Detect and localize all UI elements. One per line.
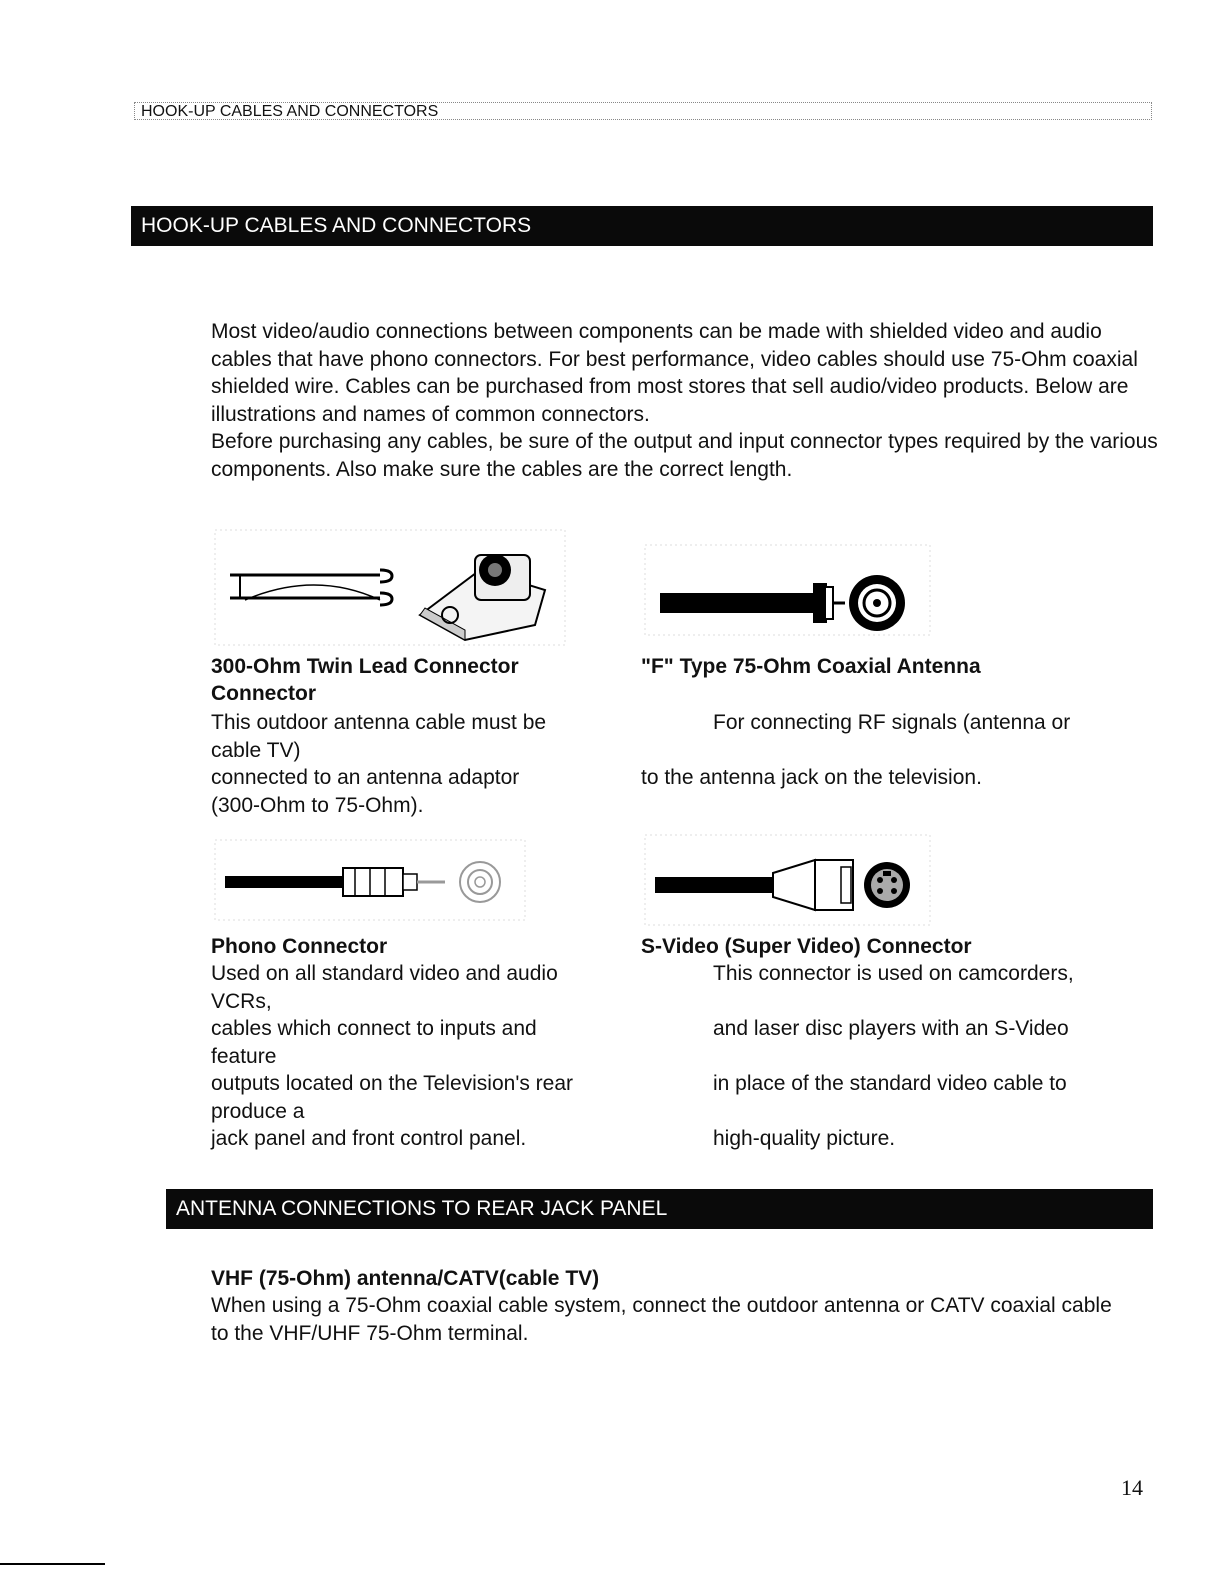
- section-heading-antenna: ANTENNA CONNECTIONS TO REAR JACK PANEL: [166, 1189, 1153, 1229]
- twin-lead-title: 300-Ohm Twin Lead Connector Connector: [211, 655, 519, 705]
- footer-rule: [0, 1563, 105, 1565]
- phono-title: Phono Connector: [211, 935, 388, 958]
- f-type-description-line-1: For connecting RF signals (antenna or: [713, 711, 1071, 734]
- phono-description: Used on all standard video and audio VCRs, cables which connect to inputs and feature outputs located on the Television's rear produce a jack panel and front control panel.: [211, 962, 574, 1150]
- running-header: HOOK-UP CABLES AND CONNECTORS: [134, 102, 1152, 120]
- s-video-connector-illustration: [645, 835, 930, 925]
- twin-lead-description: This outdoor antenna cable must be cable TV) connected to an antenna adaptor (300-Ohm to 75-Ohm).: [211, 711, 547, 817]
- vhf-body-text: When using a 75-Ohm coaxial cable system, connect the outdoor antenna or CATV coaxial cable to the VHF/UHF 75-Ohm terminal.: [211, 1294, 1112, 1345]
- intro-paragraph-1: Most video/audio connections between components can be made with shielded video and audio cables that have phono connectors. For best performance, video cables should use 75-Ohm coaxial shielded wire. Cables can be purchased from most stores that sell audio/video products. Below are illustrations and names of common connectors.: [211, 320, 1138, 426]
- s-video-title: S-Video (Super Video) Connector: [641, 935, 972, 958]
- twin-lead-connector-illustration: [215, 530, 565, 645]
- phono-connector-illustration: [215, 840, 525, 920]
- intro-paragraph-2: Before purchasing any cables, be sure of the output and input connector types required by the various components. Also make sure the cables are the correct length.: [211, 430, 1158, 481]
- intro-text: [211, 318, 1161, 483]
- f-type-description-line-2: to the antenna jack on the television.: [641, 766, 982, 789]
- s-video-description: This connector is used on camcorders, and laser disc players with an S-Video in place of the standard video cable to high-quality picture.: [713, 962, 1074, 1150]
- section-heading-hookup: HOOK-UP CABLES AND CONNECTORS: [131, 206, 1153, 246]
- f-type-coaxial-illustration: [645, 545, 930, 635]
- page-number: 14: [1121, 1475, 1143, 1500]
- vhf-subheading: VHF (75-Ohm) antenna/CATV(cable TV): [211, 1267, 600, 1290]
- f-type-title: "F" Type 75-Ohm Coaxial Antenna: [641, 655, 981, 678]
